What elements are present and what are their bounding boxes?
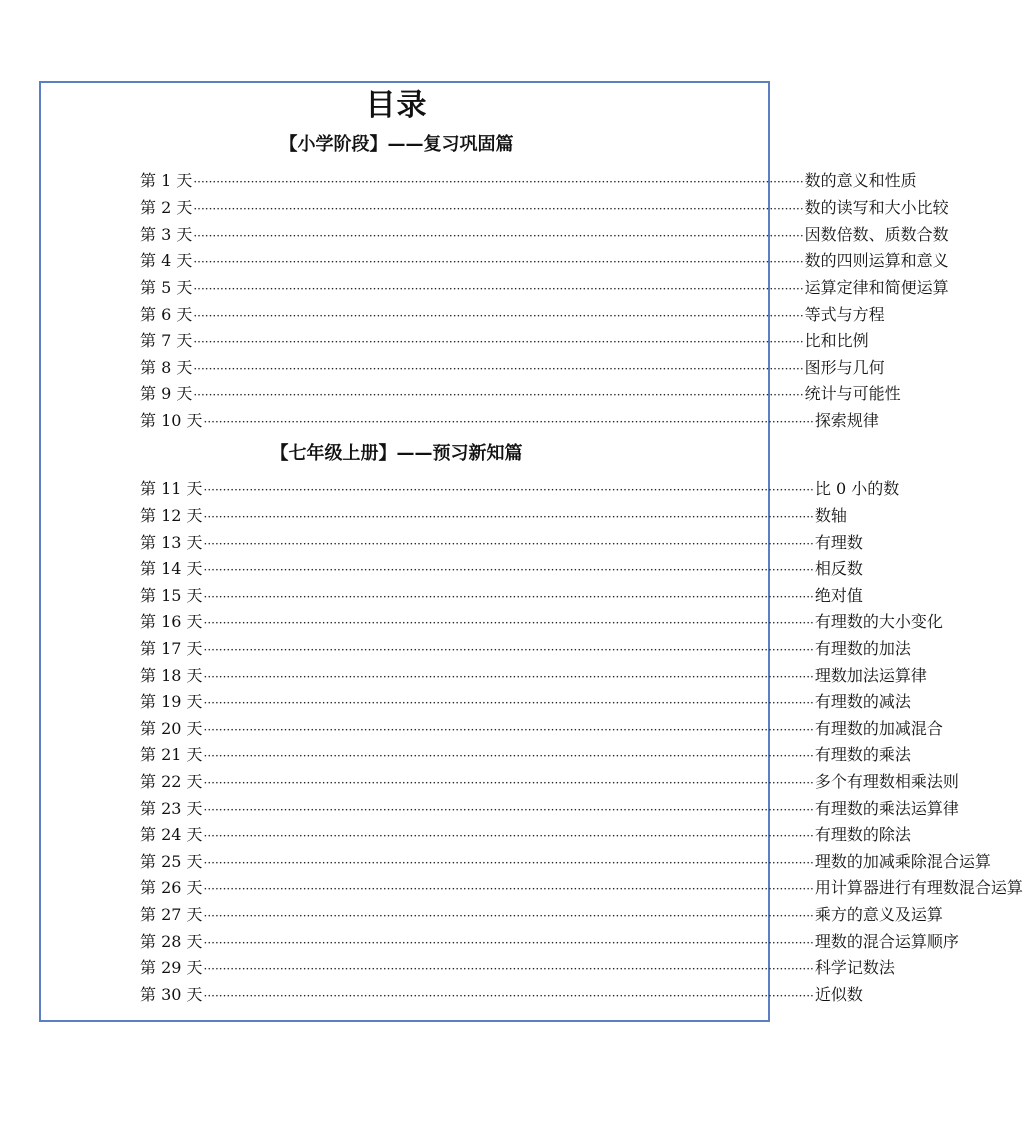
entry-topic: 有理数的减法 (814, 692, 911, 711)
entry-topic: 绝对值 (814, 586, 863, 605)
entry-day: 第 2 天 (140, 198, 193, 217)
dot-leader: ································································································································································ (193, 388, 804, 402)
entry-day: 第 9 天 (140, 384, 193, 403)
toc-entry[interactable] (140, 876, 1023, 900)
dot-leader: ································································································································································ (193, 175, 804, 189)
entry-topic: 相反数 (814, 559, 863, 578)
page-title: 目录 (365, 88, 428, 123)
entry-day: 第 10 天 (140, 411, 203, 430)
dot-leader: ································································································································································ (193, 255, 804, 269)
dot-leader: ································································································································································ (203, 829, 814, 843)
toc-entry[interactable] (140, 409, 879, 433)
dot-leader: ································································································································································ (203, 989, 814, 1003)
toc-entry[interactable] (140, 930, 959, 954)
toc-entry[interactable] (140, 169, 917, 193)
dot-leader: ································································································································································ (203, 415, 814, 429)
dot-leader: ································································································································································ (203, 882, 814, 896)
toc-entry[interactable] (140, 717, 943, 741)
entry-topic: 统计与可能性 (804, 384, 901, 403)
entry-topic: 用计算器进行有理数混合运算 (814, 878, 1023, 897)
entry-day: 第 27 天 (140, 905, 203, 924)
entry-topic: 有理数的乘法 (814, 745, 911, 764)
entry-topic: 有理数的乘法运算律 (814, 799, 959, 818)
entry-day: 第 19 天 (140, 692, 203, 711)
dot-leader: ································································································································································ (203, 696, 814, 710)
entry-topic: 探索规律 (814, 411, 879, 430)
entry-day: 第 15 天 (140, 586, 203, 605)
entry-day: 第 29 天 (140, 958, 203, 977)
entry-day: 第 28 天 (140, 932, 203, 951)
toc-entry[interactable] (140, 743, 911, 767)
entry-day: 第 24 天 (140, 825, 203, 844)
entry-topic: 有理数 (814, 533, 863, 552)
entry-day: 第 26 天 (140, 878, 203, 897)
entry-topic: 等式与方程 (804, 305, 885, 324)
entry-day: 第 5 天 (140, 278, 193, 297)
entry-day: 第 11 天 (140, 479, 203, 498)
entry-day: 第 22 天 (140, 772, 203, 791)
entry-topic: 理数的加减乘除混合运算 (814, 852, 991, 871)
entry-day: 第 1 天 (140, 171, 193, 190)
entry-topic: 乘方的意义及运算 (814, 905, 943, 924)
toc-entry[interactable] (140, 504, 847, 528)
toc-entry[interactable] (140, 664, 927, 688)
entry-topic: 近似数 (814, 985, 863, 1004)
dot-leader: ································································································································································ (203, 537, 814, 551)
entry-topic: 有理数的加法 (814, 639, 911, 658)
toc-entry[interactable] (140, 823, 911, 847)
entry-topic: 比 0 小的数 (814, 479, 900, 498)
toc-entry[interactable] (140, 382, 901, 406)
entry-day: 第 25 天 (140, 852, 203, 871)
entry-topic: 科学记数法 (814, 958, 895, 977)
entry-day: 第 3 天 (140, 225, 193, 244)
toc-entry[interactable] (140, 637, 911, 661)
dot-leader: ································································································································································ (203, 563, 814, 577)
dot-leader: ································································································································································ (203, 776, 814, 790)
entry-topic: 运算定律和简便运算 (804, 278, 949, 297)
toc-entry[interactable] (140, 223, 949, 247)
section-heading-primary: 【小学阶段】——复习巩固篇 (279, 134, 514, 155)
dot-leader: ································································································································································ (203, 909, 814, 923)
toc-entry[interactable] (140, 690, 911, 714)
entry-day: 第 12 天 (140, 506, 203, 525)
toc-entry[interactable] (140, 903, 943, 927)
entry-day: 第 6 天 (140, 305, 193, 324)
dot-leader: ································································································································································ (193, 309, 804, 323)
toc-entry[interactable] (140, 557, 863, 581)
entry-topic: 有理数的除法 (814, 825, 911, 844)
toc-entry[interactable] (140, 276, 949, 300)
toc-entry[interactable] (140, 850, 991, 874)
entry-day: 第 16 天 (140, 612, 203, 631)
entry-day: 第 17 天 (140, 639, 203, 658)
dot-leader: ································································································································································ (193, 335, 804, 349)
entry-day: 第 13 天 (140, 533, 203, 552)
entry-topic: 理数的混合运算顺序 (814, 932, 959, 951)
toc-entry[interactable] (140, 983, 863, 1007)
dot-leader: ································································································································································ (203, 643, 814, 657)
entry-topic: 因数倍数、质数合数 (804, 225, 949, 244)
dot-leader: ································································································································································ (203, 670, 814, 684)
entry-topic: 有理数的大小变化 (814, 612, 943, 631)
entry-topic: 有理数的加减混合 (814, 719, 943, 738)
entry-day: 第 18 天 (140, 666, 203, 685)
entry-topic: 图形与几何 (804, 358, 885, 377)
entry-topic: 数的读写和大小比较 (804, 198, 949, 217)
toc-entry[interactable] (140, 797, 959, 821)
toc-entry[interactable] (140, 329, 869, 353)
entry-topic: 比和比例 (804, 331, 869, 350)
dot-leader: ································································································································································ (203, 510, 814, 524)
toc-entry[interactable] (140, 610, 943, 634)
entry-topic: 理数加法运算律 (814, 666, 927, 685)
entry-day: 第 23 天 (140, 799, 203, 818)
toc-entry[interactable] (140, 249, 949, 273)
dot-leader: ································································································································································ (203, 749, 814, 763)
section-heading-grade7: 【七年级上册】——预习新知篇 (270, 443, 523, 464)
dot-leader: ································································································································································ (203, 856, 814, 870)
entry-day: 第 20 天 (140, 719, 203, 738)
entry-day: 第 7 天 (140, 331, 193, 350)
toc-entry[interactable] (140, 196, 949, 220)
entry-topic: 数的意义和性质 (804, 171, 917, 190)
entry-day: 第 30 天 (140, 985, 203, 1004)
toc-entry[interactable] (140, 956, 895, 980)
dot-leader: ································································································································································ (203, 590, 814, 604)
dot-leader: ································································································································································ (193, 282, 804, 296)
dot-leader: ································································································································································ (193, 229, 804, 243)
dot-leader: ································································································································································ (203, 962, 814, 976)
toc-entry[interactable] (140, 584, 863, 608)
dot-leader: ································································································································································ (203, 723, 814, 737)
dot-leader: ································································································································································ (203, 616, 814, 630)
toc-entry[interactable] (140, 531, 863, 555)
entry-day: 第 4 天 (140, 251, 193, 270)
toc-entry[interactable] (140, 770, 959, 794)
entry-day: 第 14 天 (140, 559, 203, 578)
dot-leader: ································································································································································ (193, 202, 804, 216)
entry-topic: 多个有理数相乘法则 (814, 772, 959, 791)
entry-day: 第 8 天 (140, 358, 193, 377)
entry-day: 第 21 天 (140, 745, 203, 764)
dot-leader: ································································································································································ (203, 803, 814, 817)
toc-entry[interactable] (140, 303, 885, 327)
dot-leader: ································································································································································ (203, 936, 814, 950)
dot-leader: ································································································································································ (193, 362, 804, 376)
entry-topic: 数的四则运算和意义 (804, 251, 949, 270)
entry-topic: 数轴 (814, 506, 847, 525)
toc-entry[interactable] (140, 356, 885, 380)
dot-leader: ································································································································································ (203, 483, 814, 497)
toc-entry[interactable] (140, 477, 900, 501)
